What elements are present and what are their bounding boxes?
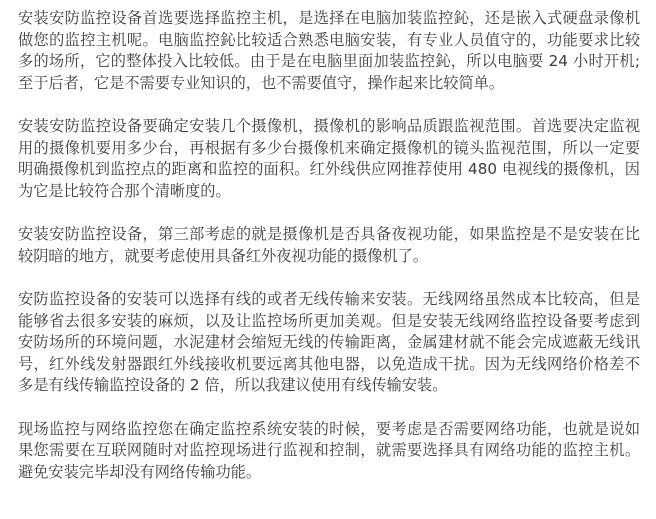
paragraph-wired-wireless: 安防监控设备的安装可以选择有线的或者无线传输来安装。无线网络虽然成本比较高，但是能够省去很多安装的麻烦，以及让监控场所更加美观。但是安装无线网络监控设备要考虑到安防场所的环境问题，水泥建材会缩短无线的传输距离，金属建材就不能会完成遮蔽无线讯号，红外线发射器跟红外线接收机要远离其他电器，以免造成干扰。因为无线网络价格差不多是有线传输监控设备的 2 倍，所以我建议使用有线传输安装。 xyxy=(18,290,640,394)
paragraph-network-monitoring: 现场监控与网络监控您在确定监控系统安装的时候，要考虑是否需要网络功能，也就是说如果您需要在互联网随时对监控现场进行监视和控制，就需要选择具有网络功能的监控主机。避免安装完毕却没有网络传输功能。 xyxy=(18,419,640,481)
article-body xyxy=(18,8,640,505)
paragraph-camera-count: 安装安防监控设备要确定安装几个摄像机，摄像机的影响品质跟监视范围。首选要决定监视用的摄像机要用多少台，再根据有多少台摄像机来确定摄像机的镜头监视范围，所以一定要明确摄像机到监控点的距离和监控的面积。红外线供应网推荐使用 480 电视线的摄像机，因为它是比较符合那个清晰度的。 xyxy=(18,117,640,200)
paragraph-night-vision: 安装安防监控设备，第三部考虑的就是摄像机是否具备夜视功能，如果监控是不是安装在比较阴暗的地方，就要考虑使用具备红外夜视功能的摄像机了。 xyxy=(18,225,640,265)
paragraph-host-selection: 安装安防监控设备首选要选择监控主机，是选择在电脑加装监控鈊，还是嵌入式硬盘录像机做您的监控主机呢。电脑监控鈊比较适合熟悉电脑安装，有专业人员值守的，功能要求比较多的场所，它的整体投入比较低。由于是在电脑里面加装监控鈊，所以电脑要 24 小时开机;至于后者，它是不需要专业知识的，也不需要值守，操作起来比较简单。 xyxy=(18,9,640,92)
